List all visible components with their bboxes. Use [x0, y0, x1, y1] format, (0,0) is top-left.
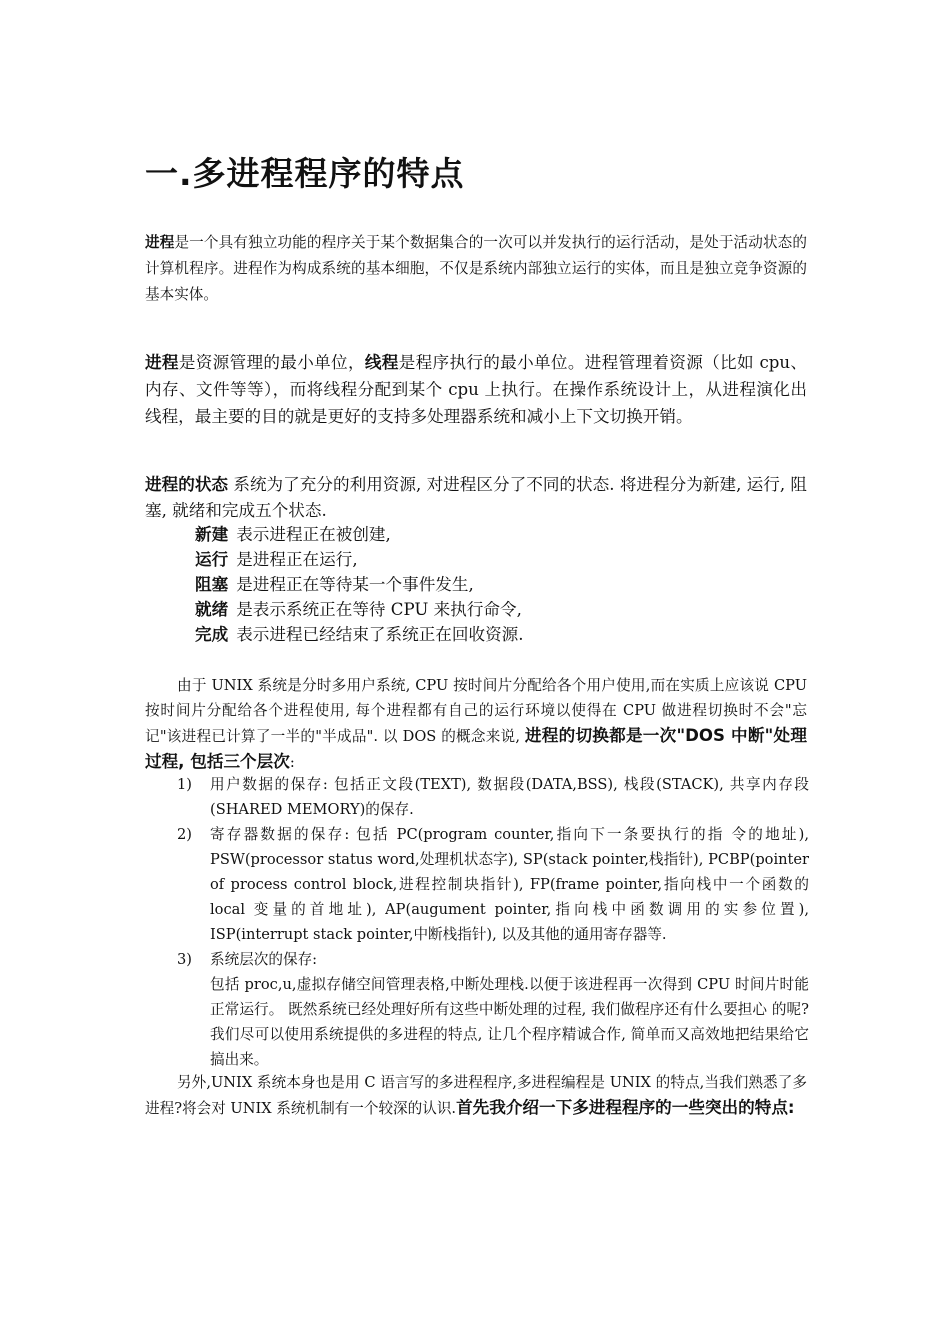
paragraph-text: 由于 UNIX 系统是分时多用户系统, CPU 按时间片分配给各个用户使用,而在实质上应该说 CPU 按时间片分配给各个进程使用, 每个进程都有自己的运行环境以使得在 CPU 做进程切换时不会"忘记"该进程已计算了一半的"半成品". 以 DOS 的概念来说, [145, 677, 807, 745]
state-term: 阻塞 [195, 575, 229, 594]
context-save-list [177, 772, 809, 1072]
state-term: 新建 [195, 525, 229, 544]
list-item [195, 622, 795, 647]
bold-term: 进程 [145, 234, 175, 251]
bold-term: 进程 [145, 353, 179, 372]
state-term: 完成 [195, 625, 229, 644]
page-title: 一.多进程程序的特点 [145, 154, 465, 193]
paragraph-text: 是程序执行的最小单位。进程管理着资源（比如 cpu、内存、文件等等），而将线程分配到某个 cpu 上执行。在操作系统设计上，从进程演化出线程，最主要的目的就是更好的支持多处理器系统和减小上下文切换开销。 [145, 353, 807, 426]
list-number: 1) [177, 776, 192, 793]
paragraph-process-definition [145, 230, 807, 308]
state-desc: 是进程正在运行, [236, 550, 358, 569]
paragraph-process-vs-thread [145, 349, 807, 430]
list-number: 2) [177, 826, 192, 843]
paragraph-unix-multiprocess [145, 1070, 807, 1121]
list-text: 包括 proc,u,虚拟存储空间管理表格,中断处理栈.以便于该进程再一次得到 CPU 时间片时能正常运行。 既然系统已经处理好所有这些中断处理的过程, 我们做程序还有什么要担心 的呢? 我们尽可以使用系统提供的多进程的特点, 让几个程序精诚合作, 简单而又高效地把结果给它搞出来。 [210, 976, 809, 1068]
list-text: 用户数据的保存: 包括正文段(TEXT), 数据段(DATA,BSS), 栈段(STACK), 共享内存段(SHARED MEMORY)的保存. [210, 776, 809, 818]
bold-term: 线程 [364, 353, 399, 372]
paragraph-text: 系统为了充分的利用资源, 对进程区分了不同的状态. 将进程分为新建, 运行, 阻塞, 就绪和完成五个状态. [145, 475, 807, 520]
list-item [177, 947, 809, 1072]
state-desc: 表示进程已经结束了系统正在回收资源. [236, 625, 524, 644]
state-desc: 是进程正在等待某一个事件发生, [236, 575, 474, 594]
paragraph-text: 另外,UNIX 系统本身也是用 C 语言写的多进程程序,多进程编程是 UNIX 的特点,当我们熟悉了多进程?将会对 UNIX 系统机制有一个较深的认识. [145, 1074, 807, 1117]
bold-term: 进程的状态 [145, 475, 229, 494]
list-item [195, 572, 795, 597]
paragraph-text: : [289, 754, 295, 771]
bold-statement: 进程的切换都是一次"DOS 中断"处理过程, 包括三个层次 [145, 726, 807, 771]
state-list [195, 522, 795, 647]
paragraph-text: 是资源管理的最小单位， [178, 353, 365, 372]
list-item [195, 547, 795, 572]
state-term: 就绪 [195, 600, 229, 619]
list-item [195, 522, 795, 547]
paragraph-process-states [145, 472, 807, 524]
state-term: 运行 [195, 550, 229, 569]
paragraph-context-switch [145, 673, 807, 775]
state-desc: 是表示系统正在等待 CPU 来执行命令, [236, 600, 522, 619]
list-number: 3) [177, 951, 192, 968]
list-item [195, 597, 795, 622]
list-text: 寄存器数据的保存: 包括 PC(program counter,指向下一条要执行的指 令的地址), PSW(processor status word,处理机状态字), SP(stack pointer,栈指针), PCBP(pointer of process control block,进程控制块指针), FP(frame pointer,指向栈中一个函数的 local 变量的首地址), AP(augument pointer,指向栈中函数调用的实参位置), ISP(interrupt stack pointer,中断栈指针), 以及其他的通用寄存器等. [210, 826, 809, 943]
list-text: 系统层次的保存: [210, 951, 318, 968]
list-item [177, 822, 809, 947]
paragraph-text: 是一个具有独立功能的程序关于某个数据集合的一次可以并发执行的运行活动，是处于活动状态的计算机程序。进程作为构成系统的基本细胞，不仅是系统内部独立运行的实体，而且是独立竞争资源的基本实体。 [145, 234, 807, 303]
bold-statement: 首先我介绍一下多进程程序的一些突出的特点: [456, 1098, 795, 1117]
list-item [177, 772, 809, 822]
state-desc: 表示进程正在被创建, [236, 525, 391, 544]
